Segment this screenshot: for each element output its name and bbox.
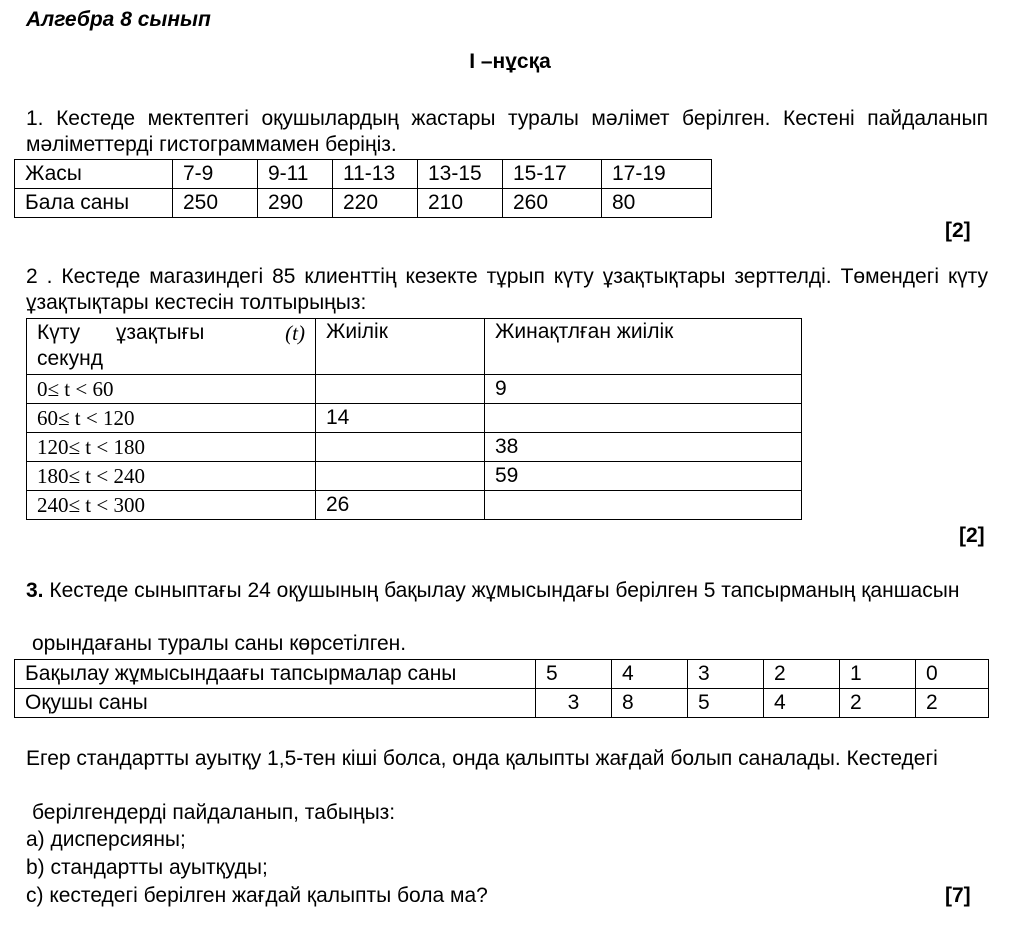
task3-number: 3. [26,579,44,602]
col-cum-header: Жинақтлған жиілік [485,319,802,375]
interval-cell: 240≤ t < 300 [27,491,316,520]
table-row [27,375,802,404]
table-cell: 290 [258,189,333,218]
freq-cell [316,433,485,462]
table-cell: 8 [612,689,688,718]
task3-text-line1: Кестеде сыныптағы 24 оқушының бақылау жұмысындағы берілген 5 тапсырманың қаншасын [49,579,960,602]
interval-cell: 60≤ t < 120 [27,404,316,433]
table-cell: 5 [688,689,764,718]
variant-title: I –нұсқа [469,50,551,73]
table-cell: 250 [173,189,258,218]
interval-cell: 0≤ t < 60 [27,375,316,404]
table-cell: 2 [764,660,840,689]
cum-cell: 59 [485,462,802,491]
freq-cell: 14 [316,404,485,433]
task3-condition: Егер стандартты ауытқу 1,5-тен кіші болса, онда қалыпты жағдай болып саналады. Кестедегі [26,747,938,770]
table-row [27,433,802,462]
table-cell: 3 [536,689,612,718]
course-title: Алгебра 8 сынып [26,8,211,31]
cum-cell: 38 [485,433,802,462]
table-row [27,462,802,491]
table-cell: 0 [916,660,989,689]
table-cell: 2 [840,689,916,718]
table-row [15,660,989,689]
cum-cell: 9 [485,375,802,404]
task2-score: [2] [959,524,985,547]
col-duration-header [27,319,316,375]
task3-score: [7] [945,884,971,907]
table-cell: 7-9 [173,160,258,189]
freq-cell: 26 [316,491,485,520]
row-label-tasks: Бақылау жұмысындаағы тапсырмалар саны [15,660,536,689]
table-cell: 1 [840,660,916,689]
table-cell: 5 [536,660,612,689]
table-cell: 260 [503,189,602,218]
row-label-age: Жасы [15,160,173,189]
freq-cell [316,462,485,491]
table-cell: 220 [333,189,418,218]
task3-table [14,659,989,718]
task3-text [26,578,988,604]
col-freq-header: Жиілік [316,319,485,375]
task2-text: 2 . Кестеде магазиндегі 85 клиенттің кезекте тұрып күту ұзақтықтары зерттелді. Төмендегі күту ұзақтықтары кестесін толтырыңыз: [26,265,988,314]
table-cell: 2 [916,689,989,718]
table-cell: 4 [764,689,840,718]
table-cell: 4 [612,660,688,689]
row-label-students: Оқушы саны [15,689,536,718]
task1-score: [2] [945,219,971,242]
table-row [15,189,712,218]
freq-cell [316,375,485,404]
table-cell: 3 [688,660,764,689]
row-label-count: Бала саны [15,189,173,218]
col-duration-label: Күту ұзақтығы [37,321,205,344]
table-row [27,319,802,375]
task3-question-a: a) дисперсияны; [26,828,186,851]
task3-condition-line2: берілгендерді пайдаланып, табыңыз: [32,801,396,824]
table-row [15,160,712,189]
task3-question-c: c) кестедегі берілген жағдай қалыпты бола ма? [26,884,488,907]
col-duration-unit: секунд [37,347,103,370]
interval-cell: 120≤ t < 180 [27,433,316,462]
table-cell: 210 [418,189,503,218]
task1-text: 1. Кестеде мектептегі оқушылардың жастары туралы мәлімет берілген. Кестені пайдаланып мәліметтерді гистограммамен беріңіз. [26,107,988,156]
table-cell: 15-17 [503,160,602,189]
table-row [27,491,802,520]
table-row [27,404,802,433]
table-cell: 9-11 [258,160,333,189]
task1-table [14,159,712,218]
task2-table [26,318,802,520]
interval-cell: 180≤ t < 240 [27,462,316,491]
table-cell: 13-15 [418,160,503,189]
table-cell: 17-19 [602,160,712,189]
cum-cell [485,491,802,520]
task3-text-line2: орындағаны туралы саны көрсетілген. [32,632,407,655]
table-row [15,689,989,718]
cum-cell [485,404,802,433]
col-duration-var: (t) [285,321,305,345]
task3-question-b: b) стандартты ауытқуды; [26,856,268,879]
table-cell: 80 [602,189,712,218]
table-cell: 11-13 [333,160,418,189]
